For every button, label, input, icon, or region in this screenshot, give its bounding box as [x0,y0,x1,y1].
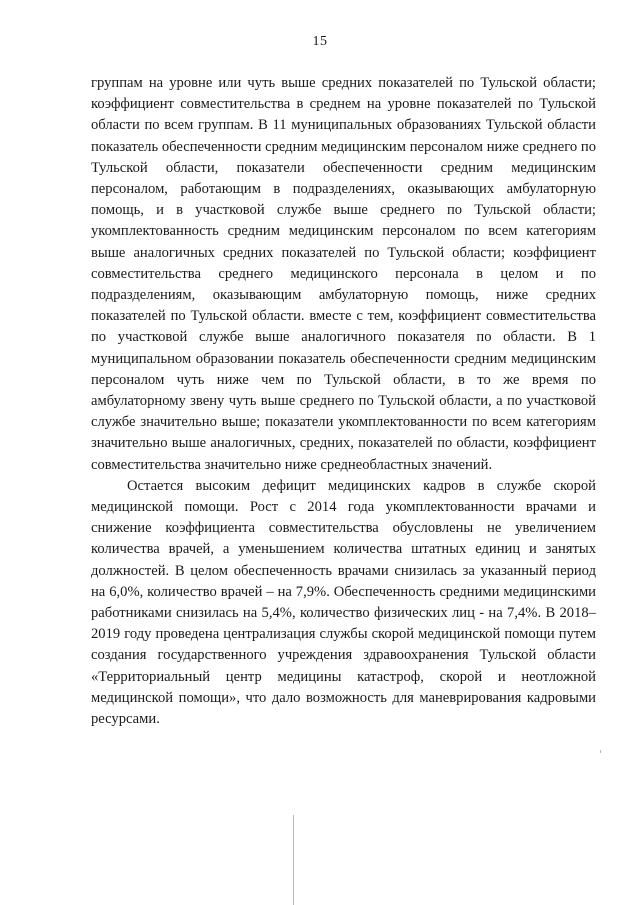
scan-artifact-line [293,815,294,905]
scan-artifact-dot [600,750,601,753]
document-body [91,73,596,730]
page-number: 15 [312,34,328,49]
paragraph-ambulance-service: Остается высоким дефицит медицинских кадров в службе скорой медицинской помощи. Рост с 2014 года укомплектованности врачами и снижение коэффициента совместительства обусловлены не увеличением количества врачей, а уменьшением количества штатных единиц и занятых должностей. В целом обеспеченность врачами снизилась за указанный период на 6,0%, количество врачей – на 7,9%. Обеспеченность средними медицинскими работниками снизилась на 5,4%, количество физических лиц - на 7,4%. В 2018–2019 году проведена централизация службы скорой медицинской помощи путем создания государственного учреждения здравоохранения Тульской области «Территориальный центр медицины катастроф, скорой и неотложной медицинской помощи», что дало возможность для маневрирования кадровыми ресурсами. [91,477,596,728]
paragraph-continuation: группам на уровне или чуть выше средних показателей по Тульской области; коэффициент совместительства в среднем на уровне показателей по Тульской области по всем группам. В 11 муниципальных образованиях Тульской области показатель обеспеченности средним медицинским персоналом ниже среднего по Тульской области, показатели обеспеченности средним медицинским персоналом, работающим в подразделениях, оказывающих амбулаторную помощь, и в участковой службе выше среднего по Тульской области; укомплектованность средним медицинским персоналом по всем категориям выше аналогичных средних показателей по Тульской области; коэффициент совместительства среднего медицинского персонала в целом и по подразделениям, оказывающим амбулаторную помощь, ниже средних показателей по Тульской области. вместе с тем, коэффициент совместительства по участковой службе выше аналогичного показателя по области. В 1 муниципальном образовании показатель обеспеченности средним медицинским персоналом чуть ниже чем по Тульской области, в то же время по амбулаторному звену чуть выше среднего по Тульской области, а по участковой службе значительно выше; показатели укомплектованности по всем категориям значительно выше аналогичных, средних, показателей по области, коэффициент совместительства значительно ниже среднеобластных значений. [91,75,596,473]
